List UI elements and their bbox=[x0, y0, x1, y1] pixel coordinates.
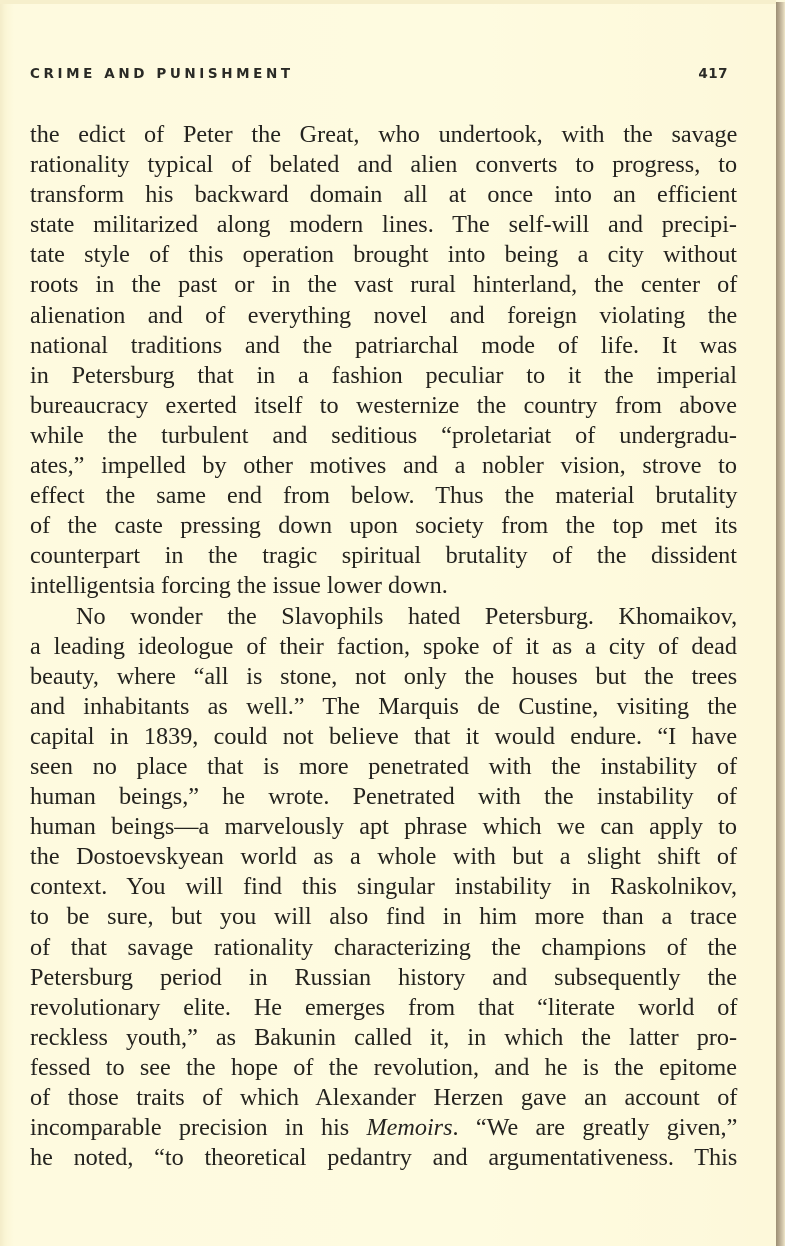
text-line: beauty, where “all is stone, not only the houses but the trees bbox=[30, 662, 738, 690]
text-line: the edict of Peter the Great, who undertook, with the savage bbox=[30, 121, 738, 148]
text-line: and inhabitants as well.” The Marquis de Custine, visiting the bbox=[30, 692, 737, 720]
text-line: context. You will find this singular instability in Raskolnikov, bbox=[30, 873, 737, 901]
text-line: tate style of this operation brought into being a city without bbox=[30, 241, 738, 269]
text-line-with-italic bbox=[30, 1113, 737, 1143]
text-line: revolutionary elite. He emerges from that “literate world of bbox=[30, 993, 738, 1021]
text-line: seen no place that is more penetrated with the instability of bbox=[30, 752, 737, 780]
text-line: in Petersburg that in a fashion peculiar to it the imperial bbox=[30, 361, 737, 389]
text-run: . “We are greatly given,” bbox=[452, 1114, 738, 1142]
text-line: counterpart in the tragic spiritual brutality of the dissident bbox=[30, 542, 737, 570]
text-line: national traditions and the patriarchal mode of life. It was bbox=[30, 331, 738, 359]
page-number: 417 bbox=[698, 66, 728, 82]
text-line: ates,” impelled by other motives and a nobler vision, strove to bbox=[30, 452, 737, 480]
text-line: alienation and of everything novel and foreign violating the bbox=[30, 301, 738, 329]
text-line: a leading ideologue of their faction, spoke of it as a city of dead bbox=[30, 632, 737, 660]
running-head-title: CRIME AND PUNISHMENT bbox=[30, 66, 294, 82]
text-line: of that savage rationality characterizing the champions of the bbox=[30, 933, 738, 961]
text-line: rationality typical of belated and alien converts to progress, to bbox=[30, 151, 738, 179]
text-line: effect the same end from below. Thus the material brutality bbox=[30, 482, 738, 510]
text-line: No wonder the Slavophils hated Petersburg. Khomaikov, bbox=[76, 602, 738, 630]
text-line: Petersburg period in Russian history and subsequently the bbox=[30, 963, 737, 991]
running-head bbox=[30, 66, 738, 82]
page-top-edge bbox=[0, 0, 776, 4]
text-line: of the caste pressing down upon society from the top met its bbox=[30, 512, 738, 540]
body-text bbox=[30, 120, 737, 1173]
text-line: he noted, “to theoretical pedantry and argumentativeness. This bbox=[30, 1144, 738, 1172]
text-line: to be sure, but you will also find in him more than a trace bbox=[30, 903, 737, 931]
text-line: transform his backward domain all at once into an efficient bbox=[30, 181, 738, 209]
text-run: incomparable precision in his bbox=[30, 1114, 367, 1142]
text-line: reckless youth,” as Bakunin called it, in which the latter pro- bbox=[30, 1023, 738, 1051]
text-line: of those traits of which Alexander Herzen gave an account of bbox=[30, 1084, 738, 1111]
text-line: human beings—a marvelously apt phrase which we can apply to bbox=[30, 813, 737, 841]
text-line: capital in 1839, could not believe that it would endure. “I have bbox=[30, 722, 738, 750]
book-title-memoirs: Memoirs bbox=[366, 1114, 453, 1142]
text-line: the Dostoevskyean world as a whole with but a slight shift of bbox=[30, 843, 737, 871]
text-line: roots in the past or in the vast rural hinterland, the center of bbox=[30, 271, 738, 299]
paragraph bbox=[30, 602, 737, 1174]
text-line: bureaucracy exerted itself to westernize the country from above bbox=[30, 391, 737, 419]
text-line: human beings,” he wrote. Penetrated with the instability of bbox=[30, 783, 737, 811]
text-line: intelligentsia forcing the issue lower down. bbox=[30, 572, 448, 600]
text-line: state militarized along modern lines. The self-will and precipi- bbox=[30, 211, 737, 239]
text-line: fessed to see the hope of the revolution, and he is the epitome bbox=[30, 1053, 737, 1081]
paragraph bbox=[30, 120, 737, 602]
page-binding-edge bbox=[776, 2, 785, 1246]
text-line: while the turbulent and seditious “proletariat of undergradu- bbox=[30, 421, 737, 449]
